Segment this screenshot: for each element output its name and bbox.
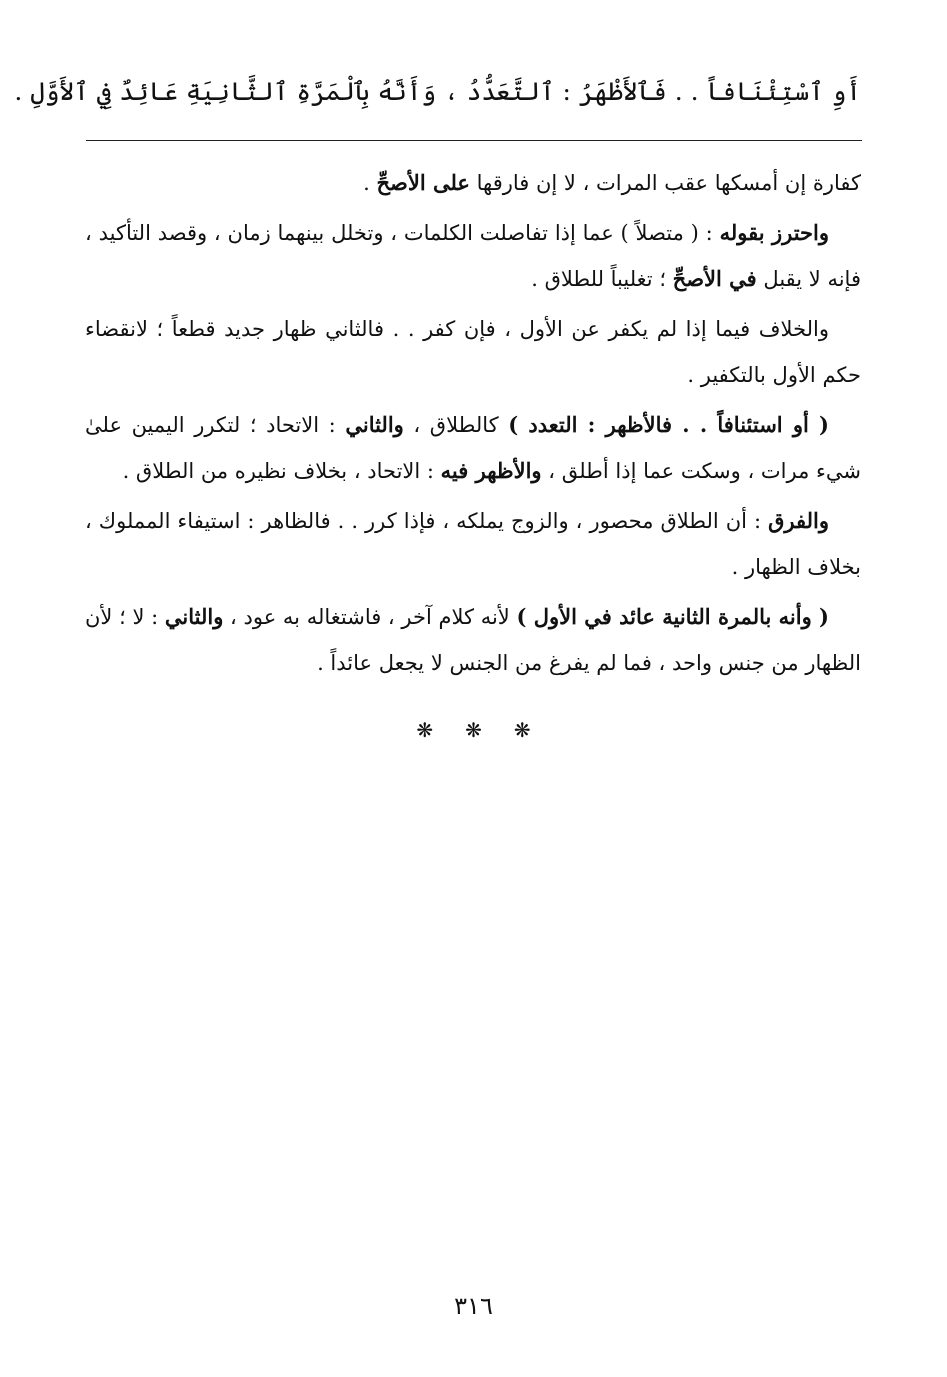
bold-term: في الأصحِّ: [672, 266, 757, 291]
bold-term: والأظهر فيه: [440, 458, 542, 483]
text-span: .: [363, 171, 377, 195]
text-span: والخلاف فيما إذا لم يكفر عن الأول ، فإن كفر . . فالثاني ظهار جديد قطعاً ؛ لانقضاء حكم الأول بالتكفير .: [85, 317, 861, 387]
paragraph-6: [85, 594, 861, 686]
text-span: : الاتحاد ؛ لتكرر اليمين علىٰ شيء مرات ، وسكت عما إذا أطلق ،: [85, 413, 861, 483]
bold-term: ( أو استئنافاً . . فالأظهر : التعدد ): [508, 412, 829, 437]
paragraph-5: [85, 498, 861, 590]
bold-term: ( وأنه بالمرة الثانية عائد في الأول ): [516, 604, 829, 629]
star-ornament-icon: ❋: [416, 718, 434, 742]
star-ornament-icon: ❋: [513, 718, 531, 742]
bold-term: والثاني: [164, 604, 224, 629]
paragraph-3: [85, 306, 861, 398]
text-span: : أن الطلاق محصور ، والزوج يملكه ، فإذا كرر . . فالظاهر : استيفاء المملوك ، بخلاف الظهار .: [85, 509, 861, 579]
text-span: : الاتحاد ، بخلاف نظيره من الطلاق .: [122, 459, 441, 483]
paragraph-1: [85, 160, 861, 206]
bold-term: والفرق: [768, 508, 829, 533]
matn-text: أَوِ ٱسْتِئْنَافاً . . فَٱلأَظْهَرُ : ٱلتَّعَدُّدُ ، وَأَنَّهُ بِٱلْمَرَّةِ ٱلثَّانِيَةِ عَائِدٌ فِي ٱلأَوَّلِ .: [14, 77, 861, 106]
bold-term: على الأصحِّ: [376, 170, 470, 195]
text-span: كفارة إن أمسكها عقب المرات ، لا إن فارقها: [469, 171, 861, 195]
commentary: [85, 160, 861, 690]
section-separator: [0, 718, 947, 742]
text-span: كالطلاق ،: [403, 413, 509, 437]
page-number: ٣١٦: [454, 1292, 493, 1320]
text-span: : ( متصلاً ) عما إذا تفاصلت الكلمات ، وتخلل بينهما زمان ، وقصد التأكيد ، فإنه لا يقبل: [85, 221, 861, 291]
text-span: : لا ؛ لأن الظهار من جنس واحد ، فما لم يفرغ من الجنس لا يجعل عائداً .: [85, 605, 861, 675]
text-span: ؛ تغليباً للطلاق .: [531, 267, 673, 291]
separator-rule: [86, 140, 862, 141]
text-span: لأنه كلام آخر ، فاشتغاله به عود ،: [223, 605, 517, 629]
paragraph-4: [85, 402, 861, 494]
star-ornament-icon: ❋: [465, 718, 482, 742]
bold-term: والثاني: [345, 412, 404, 437]
bold-term: واحترز بقوله: [719, 220, 829, 245]
paragraph-2: [85, 210, 861, 302]
